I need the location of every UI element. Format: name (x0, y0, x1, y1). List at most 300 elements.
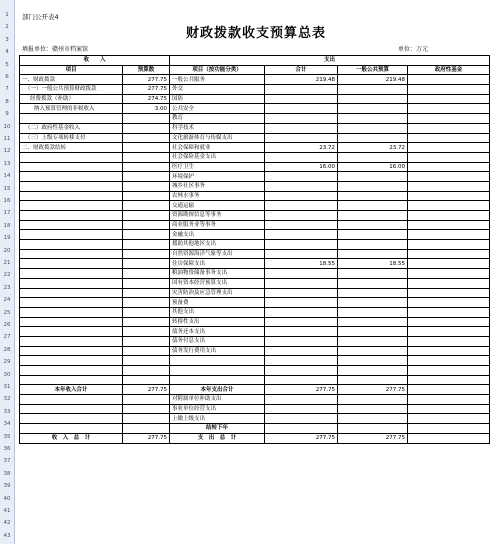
expense-fund-cell[interactable] (408, 259, 490, 269)
row-number[interactable]: 40 (3, 495, 11, 502)
row-number[interactable]: 5 (5, 61, 9, 68)
income-value-cell[interactable] (123, 317, 170, 327)
expense-fund-cell[interactable] (408, 143, 490, 153)
row-number[interactable]: 31 (3, 384, 11, 390)
row-number[interactable]: 19 (3, 235, 11, 242)
expense-total-cell[interactable] (265, 269, 338, 279)
expense-general-cell[interactable] (338, 424, 408, 434)
expense-general-cell[interactable] (338, 278, 408, 288)
expense-general-cell[interactable] (338, 307, 408, 317)
income-item-cell[interactable] (20, 201, 123, 211)
income-value-cell[interactable] (123, 123, 170, 133)
total-expense-general[interactable]: 277.75 (338, 385, 408, 395)
extra-expense-label[interactable]: 对附属单位补助支出 (170, 395, 265, 405)
expense-total-cell[interactable] (265, 404, 338, 414)
income-value-cell[interactable] (123, 240, 170, 250)
expense-total-cell[interactable] (265, 307, 338, 317)
expense-fund-cell[interactable] (408, 414, 490, 424)
general-header[interactable]: 一般公共预算 (338, 65, 408, 75)
expense-item-cell[interactable]: 其他支出 (170, 307, 265, 317)
income-item-cell[interactable]: （二）政府性基金收入 (20, 123, 123, 133)
expense-item-cell[interactable]: 援助其他地区支出 (170, 240, 265, 250)
income-item-cell[interactable] (20, 249, 123, 259)
expense-general-cell[interactable] (338, 404, 408, 414)
income-value-cell[interactable]: 277.75 (123, 85, 170, 95)
row-number[interactable]: 28 (3, 346, 11, 353)
expense-fund-cell[interactable] (408, 75, 490, 85)
row-number[interactable]: 26 (3, 322, 11, 328)
row-number[interactable]: 17 (3, 210, 11, 217)
expense-fund-cell[interactable] (408, 395, 490, 405)
expense-general-cell[interactable] (338, 191, 408, 201)
expense-total-cell[interactable] (265, 327, 338, 337)
income-item-cell[interactable] (20, 375, 123, 385)
row-number[interactable]: 42 (3, 520, 11, 527)
expense-fund-cell[interactable] (408, 230, 490, 240)
expense-item-cell[interactable]: 住房保障支出 (170, 259, 265, 269)
extra-expense-label[interactable]: 上缴上级支出 (170, 414, 265, 424)
expense-general-cell[interactable] (338, 230, 408, 240)
expense-total-cell[interactable] (265, 94, 338, 104)
expense-general-cell[interactable] (338, 123, 408, 133)
income-value-cell[interactable] (123, 162, 170, 172)
expense-general-cell[interactable] (338, 269, 408, 279)
row-number[interactable]: 38 (3, 470, 11, 477)
income-header[interactable]: 收 入 (20, 56, 170, 66)
extra-expense-label[interactable]: 事业单位经营支出 (170, 404, 265, 414)
unit-label: 单位：万元 (398, 46, 429, 53)
income-value-cell[interactable] (123, 172, 170, 182)
table-row (20, 123, 490, 133)
expense-total-cell[interactable] (265, 104, 338, 114)
expense-fund-cell[interactable] (408, 336, 490, 346)
expense-total-cell[interactable] (265, 414, 338, 424)
income-value-cell[interactable] (123, 307, 170, 317)
total-income-label[interactable]: 本年收入合计 (20, 385, 123, 395)
expense-fund-cell[interactable] (408, 404, 490, 414)
expense-fund-cell[interactable] (408, 346, 490, 356)
expense-item-cell[interactable]: 社会保障和就业 (170, 143, 265, 153)
expense-general-cell[interactable] (338, 356, 408, 366)
income-item-cell[interactable] (20, 346, 123, 356)
income-item-cell[interactable] (20, 114, 123, 124)
income-value-cell[interactable] (123, 375, 170, 385)
income-value-cell[interactable] (123, 133, 170, 143)
gov-fund-header[interactable]: 政府性基金 (408, 65, 490, 75)
income-value-cell[interactable] (123, 143, 170, 153)
income-item-cell[interactable] (20, 307, 123, 317)
row-number[interactable]: 32 (3, 396, 11, 403)
expense-total-cell[interactable] (265, 240, 338, 250)
table-row (20, 288, 490, 298)
row-number[interactable]: 3 (5, 36, 9, 43)
income-item-cell[interactable]: 二、财政拨款结转 (20, 143, 123, 153)
expense-fund-cell[interactable] (408, 288, 490, 298)
expense-item-cell[interactable] (170, 356, 265, 366)
income-value-cell[interactable] (123, 288, 170, 298)
income-item-cell[interactable] (20, 278, 123, 288)
expense-item-cell[interactable]: 金融支出 (170, 230, 265, 240)
expense-total-cell[interactable] (265, 317, 338, 327)
income-item-cell[interactable] (20, 317, 123, 327)
income-value-cell[interactable] (123, 259, 170, 269)
expense-fund-cell[interactable] (408, 211, 490, 221)
expense-total-cell[interactable] (265, 288, 338, 298)
table-row (20, 366, 490, 376)
row-number[interactable]: 41 (3, 508, 11, 514)
expense-general-cell[interactable] (338, 375, 408, 385)
expense-general-cell[interactable] (338, 288, 408, 298)
expense-total-cell[interactable] (265, 133, 338, 143)
row-number[interactable]: 13 (3, 160, 11, 167)
income-item-cell[interactable] (20, 414, 123, 424)
table-row (20, 172, 490, 182)
income-value-cell[interactable]: 277.75 (123, 75, 170, 85)
expense-item-cell[interactable]: 自然资源海洋气象等支出 (170, 249, 265, 259)
row-number[interactable]: 7 (5, 86, 9, 93)
row-number[interactable]: 20 (3, 247, 11, 254)
expense-fund-cell[interactable] (408, 317, 490, 327)
income-item-cell[interactable] (20, 424, 123, 434)
income-value-cell[interactable] (123, 269, 170, 279)
item-header[interactable]: 项目 (20, 65, 123, 75)
expense-item-cell[interactable]: 债务发行费用支出 (170, 346, 265, 356)
income-item-cell[interactable] (20, 230, 123, 240)
extra-row (20, 404, 490, 414)
grand-expense-label[interactable]: 支 出 总 计 (170, 433, 265, 443)
expense-fund-cell[interactable] (408, 278, 490, 288)
income-value-cell[interactable] (123, 114, 170, 124)
row-number[interactable]: 21 (3, 260, 11, 266)
income-item-cell[interactable] (20, 269, 123, 279)
income-value-cell[interactable] (123, 404, 170, 414)
grand-income-label[interactable]: 收 入 总 计 (20, 433, 123, 443)
expense-general-cell[interactable] (338, 346, 408, 356)
table-row (20, 133, 490, 143)
row-number[interactable]: 36 (3, 446, 11, 452)
expense-total-cell[interactable] (265, 201, 338, 211)
expense-fund-cell[interactable] (408, 307, 490, 317)
total-expense-label[interactable]: 本年支出合计 (170, 385, 265, 395)
income-item-cell[interactable] (20, 327, 123, 337)
expense-total-cell[interactable] (265, 230, 338, 240)
expense-item-cell[interactable]: 转移性支出 (170, 317, 265, 327)
expense-fund-cell[interactable] (408, 375, 490, 385)
row-number[interactable]: 37 (3, 458, 11, 465)
expense-total-cell[interactable]: 219.48 (265, 75, 338, 85)
row-number[interactable]: 4 (5, 49, 9, 56)
expense-fund-cell[interactable] (408, 114, 490, 124)
row-number[interactable]: 2 (5, 24, 9, 31)
expense-fund-cell[interactable] (408, 104, 490, 114)
expense-total-cell[interactable] (265, 152, 338, 162)
expense-fund-cell[interactable] (408, 424, 490, 434)
expense-item-cell[interactable]: 一般公共服务 (170, 75, 265, 85)
income-item-cell[interactable] (20, 211, 123, 221)
expense-fund-cell[interactable] (408, 327, 490, 337)
table-row (20, 317, 490, 327)
expense-general-cell[interactable]: 219.48 (338, 75, 408, 85)
income-value-cell[interactable] (123, 356, 170, 366)
expense-header[interactable]: 支出 (170, 56, 490, 66)
income-item-cell[interactable] (20, 152, 123, 162)
row-number[interactable]: 12 (3, 148, 11, 155)
expense-fund-cell[interactable] (408, 191, 490, 201)
expense-total-cell[interactable] (265, 366, 338, 376)
expense-fund-cell[interactable] (408, 220, 490, 230)
expense-item-cell[interactable]: 国有资本经营预算支出 (170, 278, 265, 288)
carry-label[interactable]: 结转下年 (170, 424, 265, 434)
row-number[interactable]: 6 (5, 74, 9, 80)
expense-fund-cell[interactable] (408, 133, 490, 143)
row-number[interactable]: 8 (5, 98, 9, 105)
expense-general-cell[interactable] (338, 104, 408, 114)
expense-general-cell[interactable] (338, 395, 408, 405)
total-row (20, 385, 490, 395)
income-value-cell[interactable] (123, 298, 170, 308)
income-value-cell[interactable] (123, 220, 170, 230)
expense-fund-cell[interactable] (408, 181, 490, 191)
expense-item-cell[interactable]: 公共安全 (170, 104, 265, 114)
expense-item-cell[interactable]: 外交 (170, 85, 265, 95)
income-item-cell[interactable] (20, 395, 123, 405)
row-number[interactable]: 22 (3, 272, 11, 279)
expense-general-cell[interactable] (338, 336, 408, 346)
income-item-cell[interactable] (20, 336, 123, 346)
expense-general-cell[interactable] (338, 240, 408, 250)
row-number[interactable]: 16 (3, 198, 11, 204)
item-func-header[interactable]: 项目（按功能分类） (170, 65, 265, 75)
expense-general-cell[interactable]: 16.00 (338, 162, 408, 172)
income-item-cell[interactable] (20, 298, 123, 308)
expense-fund-cell[interactable] (408, 356, 490, 366)
expense-total-cell[interactable] (265, 181, 338, 191)
income-item-cell[interactable]: 经费拨款（补助） (20, 94, 123, 104)
income-value-cell[interactable] (123, 278, 170, 288)
expense-fund-cell[interactable] (408, 298, 490, 308)
expense-fund-cell[interactable] (408, 172, 490, 182)
row-number[interactable]: 1 (5, 12, 9, 18)
row-number[interactable]: 18 (3, 222, 11, 229)
expense-general-cell[interactable] (338, 317, 408, 327)
expense-item-cell[interactable]: 教育 (170, 114, 265, 124)
row-number[interactable]: 11 (3, 136, 11, 142)
expense-general-cell[interactable] (338, 201, 408, 211)
row-number[interactable]: 29 (3, 359, 11, 366)
expense-total-cell[interactable] (265, 356, 338, 366)
expense-fund-cell[interactable] (408, 269, 490, 279)
income-value-cell[interactable] (123, 327, 170, 337)
expense-item-cell[interactable]: 粮油物资储备事务支出 (170, 269, 265, 279)
row-number[interactable]: 39 (3, 483, 11, 490)
row-number[interactable]: 10 (3, 123, 11, 130)
row-number[interactable]: 23 (3, 284, 11, 291)
row-number[interactable]: 15 (3, 185, 11, 192)
expense-general-cell[interactable] (338, 366, 408, 376)
expense-fund-cell[interactable] (408, 249, 490, 259)
expense-general-cell[interactable] (338, 327, 408, 337)
expense-general-cell[interactable] (338, 152, 408, 162)
grand-income-value[interactable]: 277.75 (123, 433, 170, 443)
row-header-column (0, 0, 15, 544)
total-expense-fund[interactable] (408, 385, 490, 395)
expense-total-cell[interactable] (265, 249, 338, 259)
expense-item-cell[interactable]: 资源勘探信息等事务 (170, 211, 265, 221)
income-value-cell[interactable] (123, 414, 170, 424)
expense-item-cell[interactable]: 城乡社区事务 (170, 181, 265, 191)
expense-fund-cell[interactable] (408, 94, 490, 104)
table-row (20, 307, 490, 317)
income-item-cell[interactable] (20, 172, 123, 182)
expense-general-cell[interactable]: 23.72 (338, 143, 408, 153)
expense-total-cell[interactable]: 18.55 (265, 259, 338, 269)
row-number[interactable]: 27 (3, 334, 11, 341)
income-value-cell[interactable] (123, 346, 170, 356)
income-item-cell[interactable] (20, 404, 123, 414)
expense-general-cell[interactable] (338, 414, 408, 424)
income-item-cell[interactable]: （一）一般公共预算财政拨款 (20, 85, 123, 95)
row-number[interactable]: 25 (3, 309, 11, 316)
expense-total-cell[interactable] (265, 424, 338, 434)
expense-item-cell[interactable]: 灾害防治及应急管理支出 (170, 288, 265, 298)
expense-general-cell[interactable] (338, 172, 408, 182)
expense-general-cell[interactable] (338, 133, 408, 143)
income-value-cell[interactable] (123, 424, 170, 434)
row-number[interactable]: 9 (5, 111, 9, 118)
table-row (20, 152, 490, 162)
expense-item-cell[interactable]: 社会保险基金支出 (170, 152, 265, 162)
income-value-cell[interactable]: 274.75 (123, 94, 170, 104)
expense-total-cell[interactable] (265, 114, 338, 124)
expense-total-cell[interactable] (265, 191, 338, 201)
income-value-cell[interactable] (123, 336, 170, 346)
expense-total-cell[interactable]: 23.72 (265, 143, 338, 153)
expense-total-cell[interactable] (265, 298, 338, 308)
table-row (20, 94, 490, 104)
expense-fund-cell[interactable] (408, 85, 490, 95)
expense-item-cell[interactable]: 交通运输 (170, 201, 265, 211)
row-number[interactable]: 34 (3, 421, 11, 428)
row-number[interactable]: 24 (3, 297, 11, 304)
income-item-cell[interactable] (20, 259, 123, 269)
income-item-cell[interactable]: （三）上级专项转移支付 (20, 133, 123, 143)
expense-item-cell[interactable]: 科学技术 (170, 123, 265, 133)
income-item-cell[interactable] (20, 220, 123, 230)
header-row-2 (20, 65, 490, 75)
expense-general-cell[interactable] (338, 220, 408, 230)
expense-fund-cell[interactable] (408, 123, 490, 133)
expense-item-cell[interactable]: 债务还本支出 (170, 327, 265, 337)
row-number[interactable]: 30 (3, 371, 11, 378)
expense-item-cell[interactable]: 医疗卫生 (170, 162, 265, 172)
expense-total-cell[interactable]: 16.00 (265, 162, 338, 172)
income-item-cell[interactable] (20, 366, 123, 376)
expense-general-cell[interactable] (338, 181, 408, 191)
grand-expense-fund[interactable] (408, 433, 490, 443)
grand-expense-total[interactable]: 277.75 (265, 433, 338, 443)
expense-total-cell[interactable] (265, 375, 338, 385)
table-row (20, 327, 490, 337)
income-item-cell[interactable] (20, 240, 123, 250)
income-item-cell[interactable]: 一、财政拨款 (20, 75, 123, 85)
expense-total-cell[interactable] (265, 123, 338, 133)
expense-total-cell[interactable] (265, 172, 338, 182)
expense-item-cell[interactable]: 债务付息支出 (170, 336, 265, 346)
row-number[interactable]: 14 (3, 173, 11, 180)
total-header[interactable]: 合计 (265, 65, 338, 75)
table-row (20, 375, 490, 385)
expense-item-cell[interactable]: 农林水事务 (170, 191, 265, 201)
income-value-cell[interactable] (123, 230, 170, 240)
expense-fund-cell[interactable] (408, 162, 490, 172)
table-row (20, 85, 490, 95)
expense-total-cell[interactable] (265, 85, 338, 95)
expense-total-cell[interactable] (265, 278, 338, 288)
expense-item-cell[interactable]: 文化旅游体育与传媒支出 (170, 133, 265, 143)
expense-item-cell[interactable]: 商业服务业等事务 (170, 220, 265, 230)
expense-general-cell[interactable] (338, 114, 408, 124)
expense-general-cell[interactable] (338, 94, 408, 104)
expense-general-cell[interactable]: 18.55 (338, 259, 408, 269)
expense-item-cell[interactable]: 环境保护 (170, 172, 265, 182)
expense-fund-cell[interactable] (408, 152, 490, 162)
income-item-cell[interactable] (20, 162, 123, 172)
expense-fund-cell[interactable] (408, 366, 490, 376)
total-expense-total[interactable]: 277.75 (265, 385, 338, 395)
expense-general-cell[interactable] (338, 211, 408, 221)
income-value-cell[interactable] (123, 152, 170, 162)
expense-total-cell[interactable] (265, 211, 338, 221)
income-item-cell[interactable] (20, 288, 123, 298)
table-row (20, 278, 490, 288)
total-income-value[interactable]: 277.75 (123, 385, 170, 395)
expense-total-cell[interactable] (265, 395, 338, 405)
income-value-cell[interactable] (123, 191, 170, 201)
budget-header[interactable]: 预算数 (123, 65, 170, 75)
income-value-cell[interactable]: 3.00 (123, 104, 170, 114)
income-item-cell[interactable] (20, 181, 123, 191)
row-number[interactable]: 43 (3, 532, 11, 539)
expense-total-cell[interactable] (265, 336, 338, 346)
expense-general-cell[interactable] (338, 249, 408, 259)
income-item-cell[interactable]: 纳入预算管理的非税收入 (20, 104, 123, 114)
income-item-cell[interactable] (20, 356, 123, 366)
expense-general-cell[interactable] (338, 85, 408, 95)
expense-fund-cell[interactable] (408, 201, 490, 211)
table-row (20, 240, 490, 250)
carry-row (20, 424, 490, 434)
table-row (20, 75, 490, 85)
expense-general-cell[interactable] (338, 298, 408, 308)
expense-item-cell[interactable] (170, 375, 265, 385)
income-value-cell[interactable] (123, 366, 170, 376)
income-value-cell[interactable] (123, 395, 170, 405)
expense-item-cell[interactable]: 国防 (170, 94, 265, 104)
expense-fund-cell[interactable] (408, 240, 490, 250)
income-value-cell[interactable] (123, 249, 170, 259)
income-value-cell[interactable] (123, 181, 170, 191)
income-item-cell[interactable] (20, 191, 123, 201)
income-value-cell[interactable] (123, 201, 170, 211)
expense-total-cell[interactable] (265, 220, 338, 230)
grand-expense-general[interactable]: 277.75 (338, 433, 408, 443)
expense-item-cell[interactable] (170, 366, 265, 376)
row-number[interactable]: 33 (3, 408, 11, 415)
expense-total-cell[interactable] (265, 346, 338, 356)
income-value-cell[interactable] (123, 211, 170, 221)
row-number[interactable]: 35 (3, 433, 11, 440)
expense-item-cell[interactable]: 预备费 (170, 298, 265, 308)
